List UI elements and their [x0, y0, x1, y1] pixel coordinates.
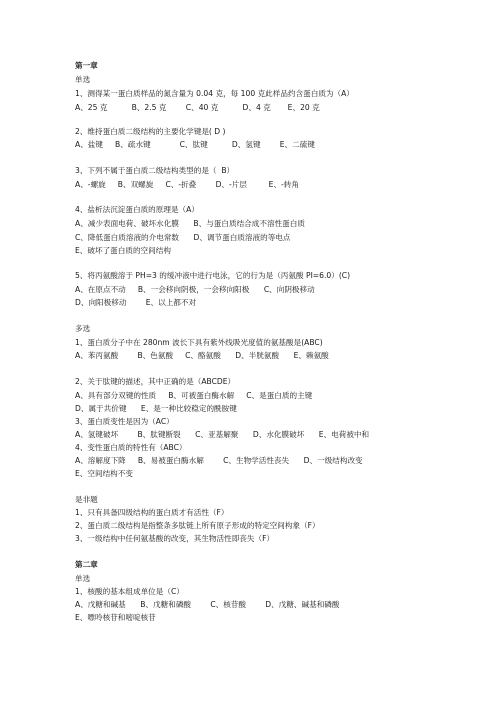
question-options: A、减少表面电荷、破坏水化膜 B、与蛋白质结合成不溶性蛋白质: [75, 219, 305, 228]
question-text: 2、关于肽键的描述，其中正确的是（ABCDE）: [75, 377, 236, 386]
section-multiple-choice: 多选: [75, 324, 91, 333]
question-options: E、空间结构不变: [75, 469, 133, 478]
question-text: 3、下列不属于蛋白质二级结构类型的是（ B）: [75, 166, 235, 175]
question-text: 1、蛋白质分子中在 280nm 波长下具有紫外线吸光度值的氨基酸是(ABC): [75, 338, 323, 347]
question-options: D、属于共价键 E、是一种比较稳定的酰胺键: [75, 404, 237, 413]
question-text: 1、测得某一蛋白质样品的氮含量为 0.04 克，每 100 克此样品约含蛋白质为（A）: [75, 89, 354, 98]
question-options: A、溶解度下降 B、易被蛋白酶水解 C、生物学活性丧失 D、一级结构改变: [75, 456, 363, 465]
question-text: 2、维持蛋白质二级结构的主要化学键是( D ): [75, 127, 226, 136]
chapter-1-title: 第一章: [75, 61, 98, 70]
section-single-choice: 单选: [75, 75, 91, 84]
question-options: A、具有部分双键的性质 B、可被蛋白酶水解 C、是蛋白质的主键: [75, 391, 313, 400]
question-options: A、在原点不动 B、一会移向阴极，一会移向阳极 C、向阴极移动: [75, 285, 315, 294]
question-options: A、苯丙氨酸 B、色氨酸 C、酪氨酸 D、半胱氨酸 E、赖氨酸: [75, 351, 329, 360]
question-options: C、降低蛋白质溶液的介电常数 D、调节蛋白质溶液的等电点: [75, 233, 291, 242]
question-options: A、-螺旋 B、双螺旋 C、-折叠 D、-片层 E、-转角: [75, 180, 299, 189]
question-options: E、破坏了蛋白质的空间结构: [75, 246, 171, 255]
question-options: E、嘌呤核苷和嘧啶核苷: [75, 613, 156, 622]
question-text: 1、核酸的基本组成单位是（C）: [75, 587, 184, 596]
question-text: 5、将丙氨酸溶于 PH=3 的缓冲液中进行电泳，它的行为是（丙氨酸 PI=6.0）(C): [75, 271, 351, 280]
question-text: 1、只有具备四级结构的蛋白质才有活性（F）: [75, 508, 229, 517]
question-text: 2、蛋白质二级结构是指整条多肽链上所有原子形成的特定空间构象（F）: [75, 521, 320, 530]
question-options: A、盐键 B、疏水键 C、肽键 D、氢键 E、二硫键: [75, 140, 315, 149]
question-text: 3、蛋白质变性是因为（AC）: [75, 417, 174, 426]
section-true-false: 是非题: [75, 495, 98, 504]
question-text: 3、一级结构中任何氨基酸的改变，其生物活性即丧失（F）: [75, 534, 275, 543]
question-options: D、向阳极移动 E、以上都不对: [75, 298, 197, 307]
question-text: 4、盐析法沉淀蛋白质的原理是（A）: [75, 205, 199, 214]
question-options: A、25 克 B、2.5 克 C、40 克 D、4 克 E、20 克: [75, 103, 320, 112]
question-options: A、氢键破坏 B、肽键断裂 C、亚基解聚 D、水化膜破坏 E、电荷被中和: [75, 430, 370, 439]
question-options: A、戊糖和碱基 B、戊糖和磷酸 C、核苷酸 D、戊糖、碱基和磷酸: [75, 600, 340, 609]
question-text: 4、变性蛋白质的特性有（ABC）: [75, 443, 187, 452]
section-single-choice: 单选: [75, 574, 91, 583]
chapter-2-title: 第二章: [75, 560, 98, 569]
